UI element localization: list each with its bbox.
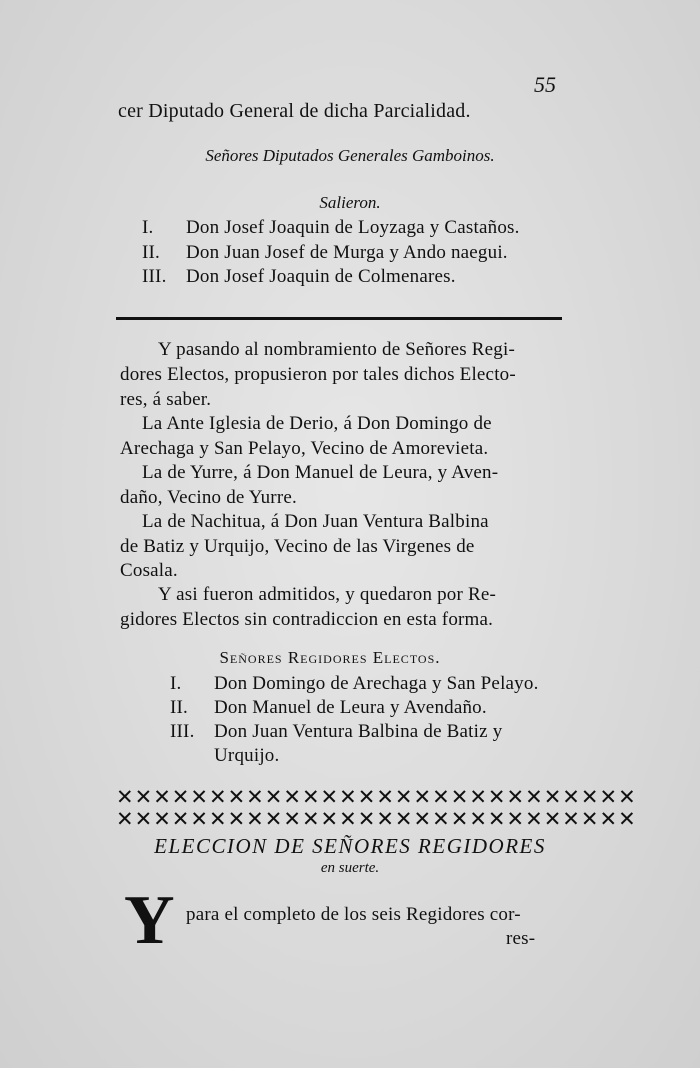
item-text: Don Juan Josef de Murga y Ando naegui. [186,242,508,263]
paragraph-line: Cosala. [120,560,178,581]
item-numeral: II. [170,697,189,718]
gamboinos-subheading: Salieron. [319,193,381,212]
item-numeral: I. [170,673,182,694]
page-number: 55 [534,72,556,97]
election-title: ELECCION DE SEÑORES REGIDORES [154,834,546,858]
regidores-item [170,673,539,695]
item-text: Don Domingo de Arechaga y San Pelayo. [214,673,539,694]
regidores-continuation: Urquijo. [214,745,280,766]
drop-cap: Y [124,882,175,959]
item-text: Don Josef Joaquin de Loyzaga y Castaños. [186,217,520,238]
opening-line: cer Diputado General de dicha Parcialidad. [118,100,471,122]
item-numeral: I. [142,217,154,238]
item-numeral: III. [170,721,195,742]
ornament-border-top: ✕✕✕✕✕✕✕✕✕✕✕✕✕✕✕✕✕✕✕✕✕✕✕✕✕✕✕✕ [116,785,637,809]
paragraph-line: daño, Vecino de Yurre. [120,487,297,508]
paragraph-line: Y asi fueron admitidos, y quedaron por Re- [158,584,497,605]
gamboinos-item [142,217,520,239]
paragraph-line: La de Yurre, á Don Manuel de Leura, y Aven- [142,462,499,483]
item-text: Don Josef Joaquin de Colmenares. [186,266,456,287]
election-subtitle: en suerte. [320,860,380,876]
item-numeral: II. [142,242,161,263]
paragraph-line: gidores Electos sin contradiccion en esta forma. [120,609,494,630]
paragraph-line: La Ante Iglesia de Derio, á Don Domingo de [142,413,492,434]
item-text: Don Manuel de Leura y Avendaño. [214,697,487,718]
paragraph-line: dores Electos, propusieron por tales dichos Electo- [120,364,516,385]
paragraph-line: de Batiz y Urquijo, Vecino de las Virgenes de [120,536,475,557]
gamboinos-heading: Señores Diputados Generales Gamboinos. [205,146,495,165]
paragraph-line: Arechaga y San Pelayo, Vecino de Amorevieta. [120,438,489,459]
gamboinos-item [142,266,456,288]
ornament-border-bottom: ✕✕✕✕✕✕✕✕✕✕✕✕✕✕✕✕✕✕✕✕✕✕✕✕✕✕✕✕ [116,807,637,831]
section-rule [116,317,562,320]
catchword: res- [506,928,536,949]
paragraph-line: La de Nachitua, á Don Juan Ventura Balbina [142,511,489,532]
item-numeral: III. [142,266,167,287]
regidores-item [170,697,487,719]
regidores-item [170,721,502,743]
paragraph-line: res, á saber. [120,389,212,410]
gamboinos-item [142,242,508,264]
item-text: Don Juan Ventura Balbina de Batiz y [214,721,503,742]
regidores-heading: Señores Regidores Electos. [219,648,441,667]
paragraph-line: para el completo de los seis Regidores cor- [186,904,521,925]
paragraph-line: Y pasando al nombramiento de Señores Regi- [158,339,515,360]
